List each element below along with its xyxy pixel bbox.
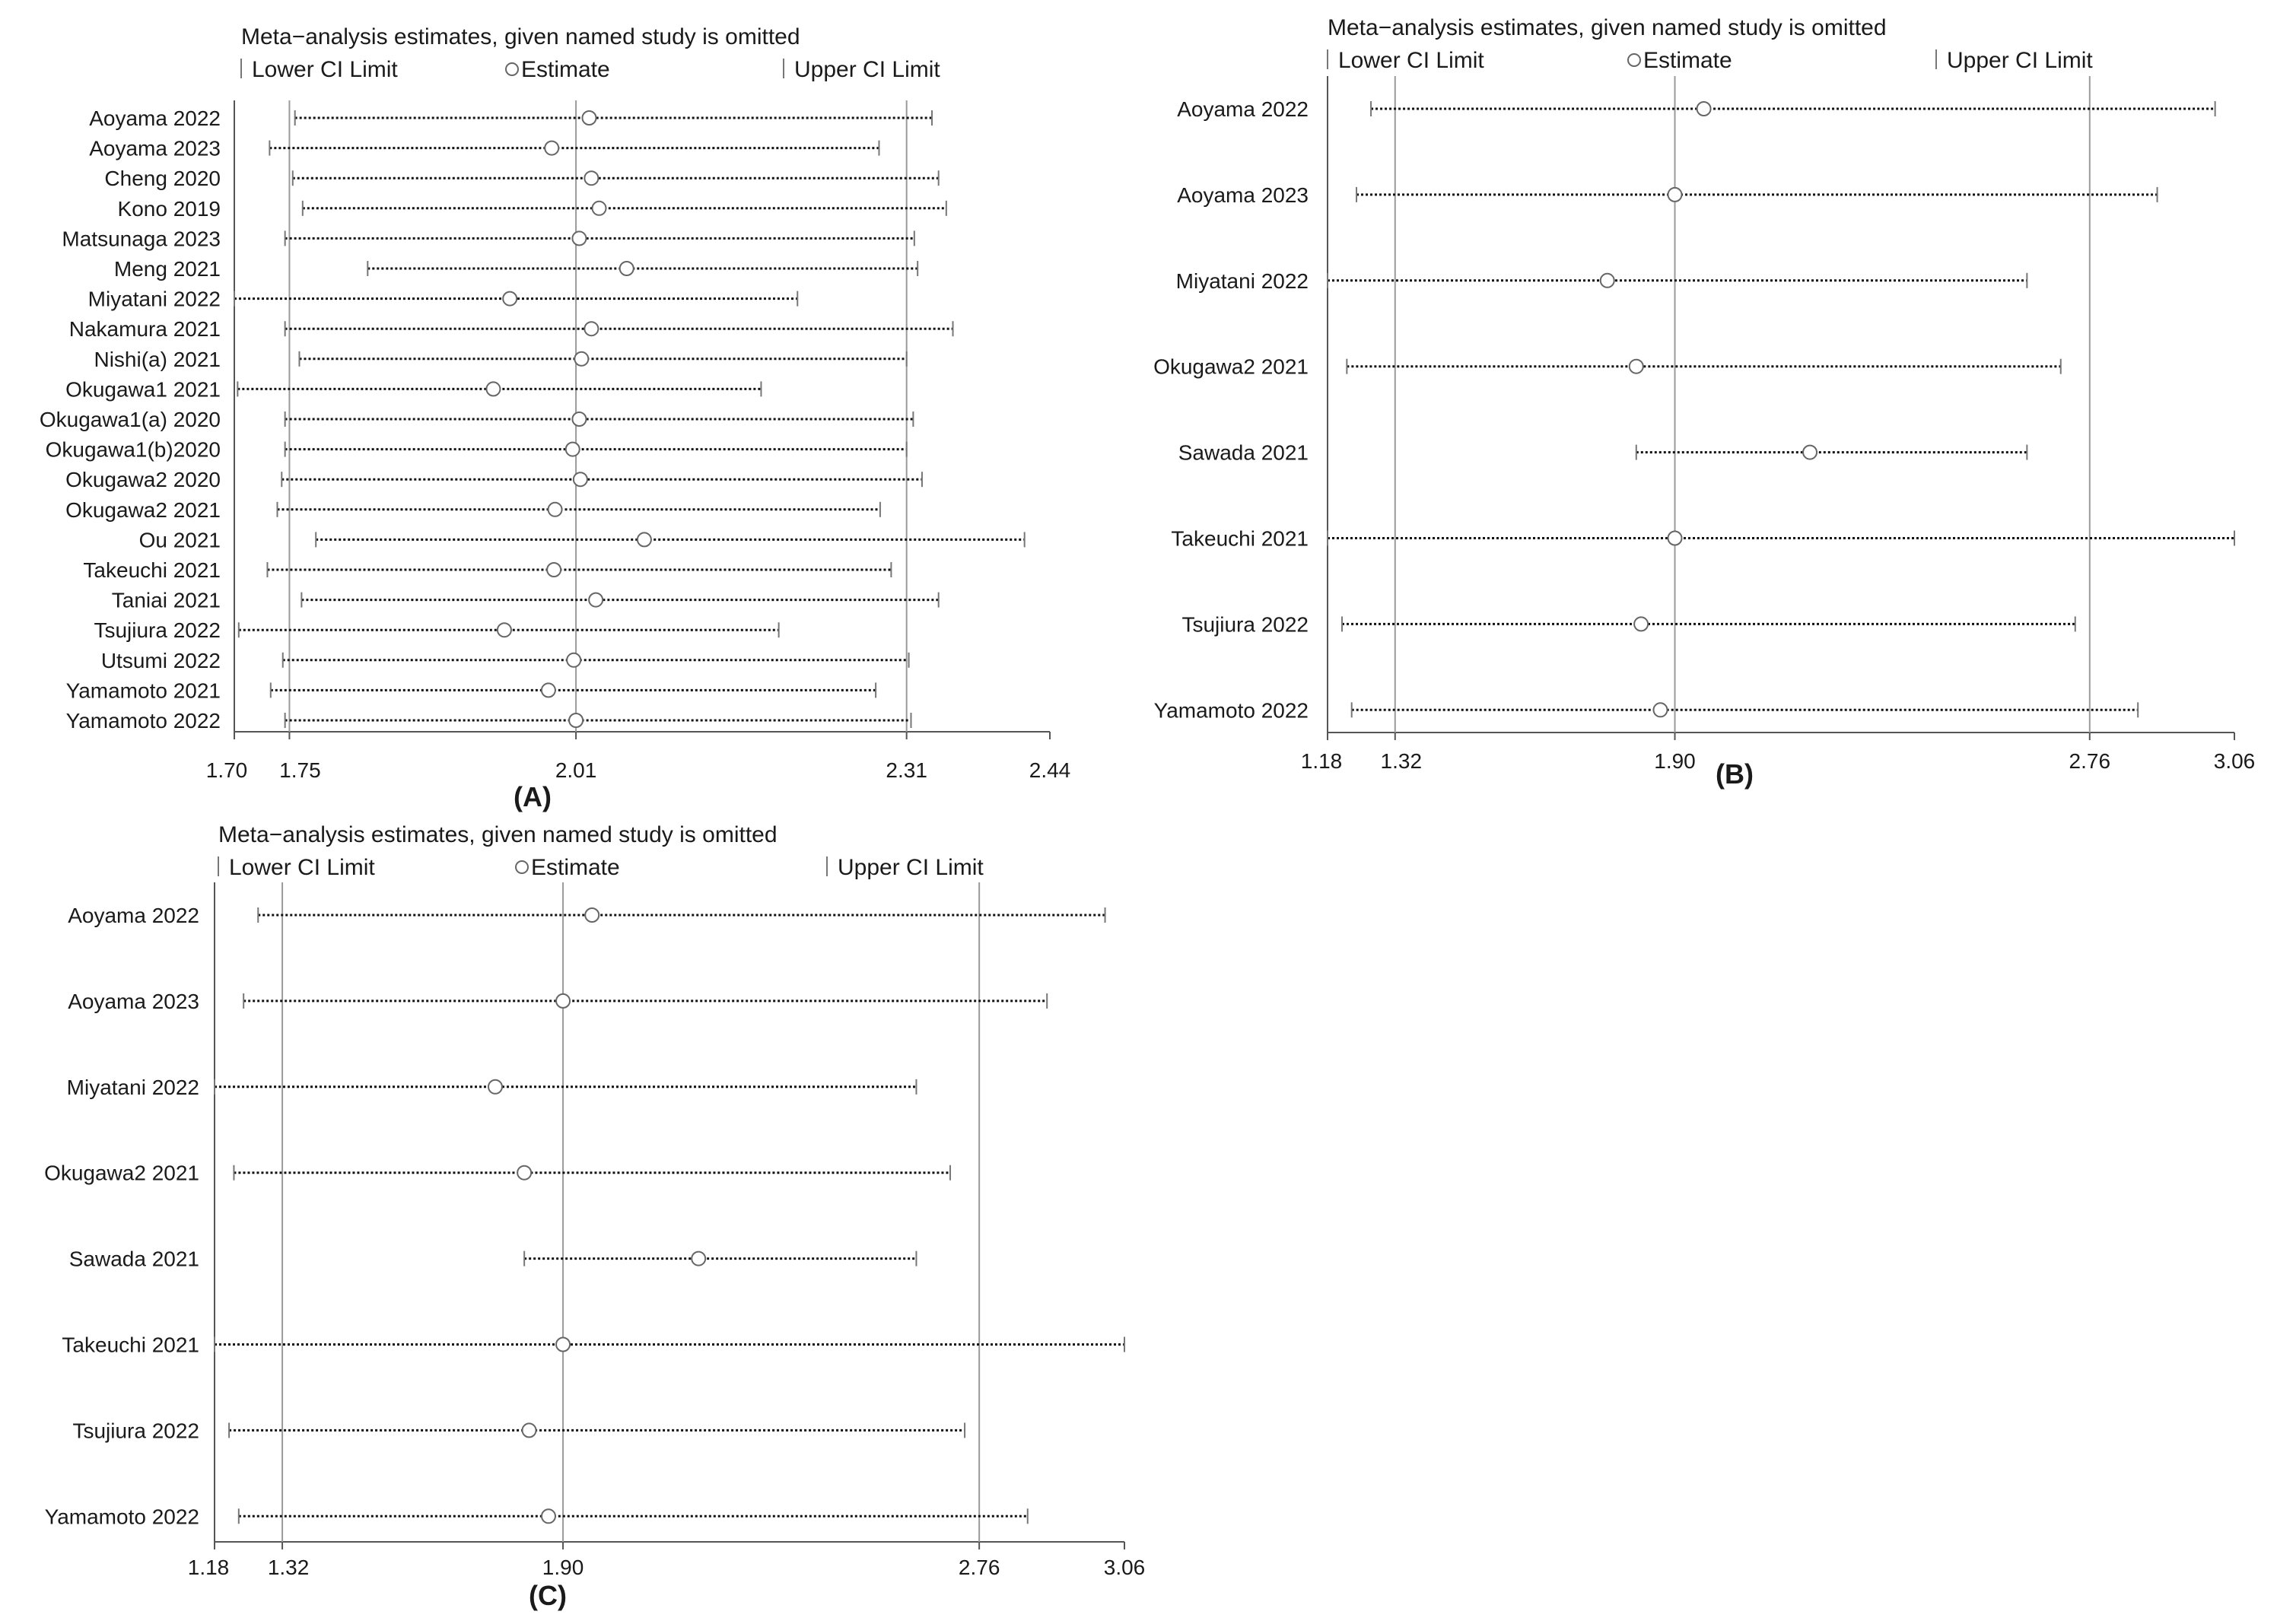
panel-label: (A) xyxy=(514,781,552,812)
forest-panel-2 xyxy=(1153,15,2255,790)
x-tick-label-3: 2.76 xyxy=(958,1556,1000,1579)
legend-upper-label: Upper CI Limit xyxy=(838,855,984,880)
estimate-point xyxy=(593,202,606,215)
estimate-point xyxy=(582,111,596,125)
study-label: Meng 2021 xyxy=(113,257,221,281)
study-label: Takeuchi 2021 xyxy=(62,1333,199,1357)
study-label: Okugawa1(a) 2020 xyxy=(39,408,221,431)
study-label: Okugawa2 2021 xyxy=(65,497,221,522)
study-label: Yamamoto 2022 xyxy=(65,709,221,733)
estimate-point xyxy=(488,1080,502,1094)
x-tick-label-2: 1.90 xyxy=(542,1556,584,1579)
legend-estimate-label: Estimate xyxy=(521,57,610,82)
x-tick-label-0: 1.70 xyxy=(205,758,248,782)
study-row xyxy=(45,1505,1028,1528)
study-row xyxy=(1154,698,2139,722)
study-row xyxy=(44,1162,950,1185)
study-label: Yamamoto 2021 xyxy=(65,679,221,703)
estimate-point xyxy=(572,412,586,426)
study-label: Okugawa2 2021 xyxy=(1153,354,1309,379)
study-row xyxy=(94,618,778,642)
study-label: Aoyama 2022 xyxy=(89,106,221,130)
x-tick-label-2: 1.90 xyxy=(1654,749,1696,773)
legend-estimate-marker xyxy=(506,63,518,75)
study-row xyxy=(1171,527,2234,551)
study-row xyxy=(68,904,1105,927)
estimate-point xyxy=(572,231,586,245)
estimate-point xyxy=(638,532,651,546)
study-row xyxy=(65,377,761,401)
estimate-point xyxy=(523,1423,536,1437)
estimate-point xyxy=(574,352,588,366)
x-tick-label-3: 2.76 xyxy=(2069,749,2111,773)
estimate-point xyxy=(1697,102,1711,116)
study-label: Nakamura 2021 xyxy=(68,317,221,342)
study-row xyxy=(69,1247,917,1271)
study-row xyxy=(94,348,906,371)
study-label: Yamamoto 2022 xyxy=(1153,698,1309,723)
legend-lower-label: Lower CI Limit xyxy=(252,57,398,82)
study-label: Kono 2019 xyxy=(117,196,221,221)
study-row xyxy=(1181,612,2075,636)
x-tick-label-1: 1.32 xyxy=(267,1556,310,1579)
panel-label: (B) xyxy=(1716,758,1754,790)
estimate-point xyxy=(1601,274,1614,288)
chart-title: Meta−analysis estimates, given named study is omitted xyxy=(218,822,778,847)
study-row xyxy=(1177,183,2157,207)
estimate-point xyxy=(569,713,583,727)
legend-estimate-marker xyxy=(1628,54,1640,66)
study-row xyxy=(66,709,911,733)
study-row xyxy=(65,468,922,491)
estimate-point xyxy=(545,141,558,155)
study-label: Aoyama 2022 xyxy=(68,904,199,927)
estimate-point xyxy=(567,653,580,667)
estimate-point xyxy=(585,908,599,922)
x-tick-label-0: 1.18 xyxy=(187,1556,230,1579)
estimate-point xyxy=(547,563,561,577)
study-row xyxy=(139,528,1025,551)
study-label: Okugawa2 2021 xyxy=(44,1161,199,1185)
study-row xyxy=(46,438,907,462)
study-label: Taniai 2021 xyxy=(111,588,221,612)
study-row xyxy=(62,227,914,250)
study-row xyxy=(1176,269,2027,293)
study-row xyxy=(101,649,909,672)
study-row xyxy=(65,498,880,522)
estimate-point xyxy=(517,1166,531,1180)
x-tick-label-0: 1.18 xyxy=(1300,749,1343,773)
study-label: Miyatani 2022 xyxy=(1175,269,1309,293)
chart-title: Meta−analysis estimates, given named study is omitted xyxy=(1328,15,1887,40)
study-label: Miyatani 2022 xyxy=(66,1075,199,1099)
legend-upper-label: Upper CI Limit xyxy=(1947,48,2093,73)
study-label: Okugawa1(b)2020 xyxy=(45,437,221,462)
study-row xyxy=(112,589,939,612)
study-label: Takeuchi 2021 xyxy=(83,558,221,582)
estimate-point xyxy=(1668,532,1682,545)
chart-title: Meta−analysis estimates, given named study is omitted xyxy=(241,24,800,49)
study-row xyxy=(83,558,891,582)
study-row xyxy=(89,137,879,160)
estimate-point xyxy=(574,472,587,486)
x-tick-label-4: 3.06 xyxy=(1103,1556,1146,1579)
estimate-point xyxy=(584,322,598,335)
study-label: Sawada 2021 xyxy=(1178,440,1309,465)
study-row xyxy=(72,1419,965,1442)
legend-estimate-marker xyxy=(516,861,528,873)
study-label: Nishi(a) 2021 xyxy=(94,347,221,371)
forest-panel-3 xyxy=(44,822,1145,1611)
study-row xyxy=(67,1076,917,1099)
legend xyxy=(1328,48,2093,73)
study-label: Sawada 2021 xyxy=(68,1247,199,1271)
study-label: Cheng 2020 xyxy=(104,167,221,191)
legend-lower-label: Lower CI Limit xyxy=(1338,48,1484,73)
study-label: Okugawa2 2020 xyxy=(65,468,221,492)
estimate-point xyxy=(620,262,634,275)
study-row xyxy=(118,197,946,221)
estimate-point xyxy=(498,623,511,637)
estimate-point xyxy=(556,1338,570,1352)
study-row xyxy=(69,317,953,341)
estimate-point xyxy=(556,994,570,1008)
study-row xyxy=(62,1333,1124,1357)
study-label: Takeuchi 2021 xyxy=(1171,526,1309,551)
estimate-point xyxy=(1803,446,1817,459)
study-label: Aoyama 2023 xyxy=(89,136,221,160)
study-row xyxy=(88,288,798,311)
estimate-point xyxy=(1630,360,1643,373)
estimate-point xyxy=(486,382,500,396)
estimate-point xyxy=(1653,703,1667,717)
x-tick-label-4: 3.06 xyxy=(2213,749,2256,773)
legend-upper-label: Upper CI Limit xyxy=(794,57,940,82)
x-tick-label-1: 1.75 xyxy=(279,758,321,782)
study-label: Okugawa1 2021 xyxy=(65,377,221,402)
study-label: Tsujiura 2022 xyxy=(1181,612,1309,637)
study-row xyxy=(1178,441,2027,465)
study-row xyxy=(89,106,932,130)
estimate-point xyxy=(1668,188,1682,202)
estimate-point xyxy=(1634,617,1648,631)
legend xyxy=(241,57,940,82)
estimate-point xyxy=(542,1509,555,1523)
study-label: Ou 2021 xyxy=(138,528,221,552)
study-row xyxy=(1177,97,2215,121)
legend xyxy=(218,855,984,880)
study-row xyxy=(104,167,938,190)
panel-label: (C) xyxy=(529,1580,567,1611)
estimate-point xyxy=(542,683,555,697)
legend-lower-label: Lower CI Limit xyxy=(229,855,375,880)
study-row xyxy=(66,679,876,702)
estimate-point xyxy=(549,503,562,516)
x-tick-label-2: 2.01 xyxy=(555,758,597,782)
study-label: Utsumi 2022 xyxy=(100,648,221,672)
legend-estimate-label: Estimate xyxy=(531,855,620,880)
x-tick-label-4: 2.44 xyxy=(1029,758,1071,782)
study-label: Aoyama 2023 xyxy=(1177,183,1309,207)
study-label: Yamamoto 2022 xyxy=(44,1505,199,1529)
study-label: Matsunaga 2023 xyxy=(62,227,221,251)
study-label: Tsujiura 2022 xyxy=(94,618,221,643)
estimate-point xyxy=(503,292,517,306)
legend-estimate-label: Estimate xyxy=(1643,48,1732,73)
study-label: Aoyama 2023 xyxy=(68,989,199,1013)
study-row xyxy=(1153,355,2061,379)
estimate-point xyxy=(692,1252,705,1266)
estimate-point xyxy=(566,443,580,456)
forest-panel-1 xyxy=(40,24,1070,812)
study-label: Aoyama 2022 xyxy=(1177,97,1309,121)
x-tick-label-3: 2.31 xyxy=(886,758,927,782)
study-row xyxy=(40,408,914,431)
study-label: Miyatani 2022 xyxy=(87,287,221,311)
estimate-point xyxy=(584,171,598,185)
x-tick-label-1: 1.32 xyxy=(1380,749,1423,773)
estimate-point xyxy=(589,593,603,607)
study-label: Tsujiura 2022 xyxy=(72,1419,199,1443)
